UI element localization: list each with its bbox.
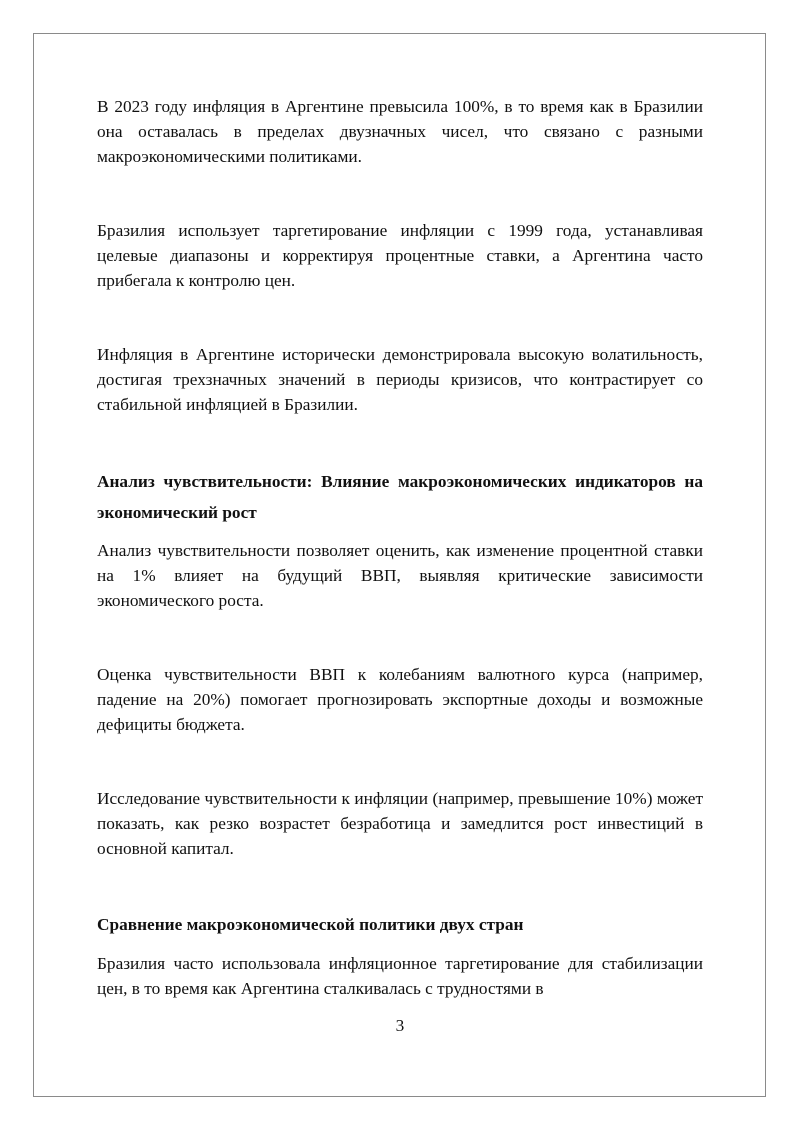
paragraph-argentina-volatility: Инфляция в Аргентине исторически демонстрировала высокую волатильность, достигая трехзначных значений в периоды кризисов, что контрастирует со стабильной инфляцией в Бразилии.: [97, 345, 703, 414]
paragraph-exchange-rate-sensitivity: Оценка чувствительности ВВП к колебаниям валютного курса (например, падение на 20%) помогает прогнозировать экспортные доходы и возможные дефициты бюджета.: [97, 665, 703, 734]
paragraph-interest-rate-sensitivity: Анализ чувствительности позволяет оценить, как изменение процентной ставки на 1% влияет на будущий ВВП, выявляя критические зависимости экономического роста.: [97, 541, 703, 610]
heading-sensitivity-analysis: Анализ чувствительности: Влияние макроэкономических индикаторов на экономический рост: [97, 472, 703, 522]
paragraph-inflation-2023: В 2023 году инфляция в Аргентине превысила 100%, в то время как в Бразилии она оставалась в пределах двузначных чисел, что связано с разными макроэкономическими политиками.: [97, 97, 703, 166]
page-number: 3: [395, 1016, 405, 1035]
paragraph-brazil-targeting: Бразилия использует таргетирование инфляции с 1999 года, устанавливая целевые диапазоны и корректируя процентные ставки, а Аргентина часто прибегала к контролю цен.: [97, 221, 703, 290]
heading-policy-comparison: Сравнение макроэкономической политики двух стран: [97, 915, 524, 934]
document-body: [97, 94, 703, 1001]
paragraph-policy-comparison: Бразилия часто использовала инфляционное таргетирование для стабилизации цен, в то время как Аргентина сталкивалась с трудностями в: [97, 954, 703, 998]
paragraph-inflation-sensitivity: Исследование чувствительности к инфляции (например, превышение 10%) может показать, как резко возрастет безработица и замедлится рост инвестиций в основной капитал.: [97, 789, 703, 858]
